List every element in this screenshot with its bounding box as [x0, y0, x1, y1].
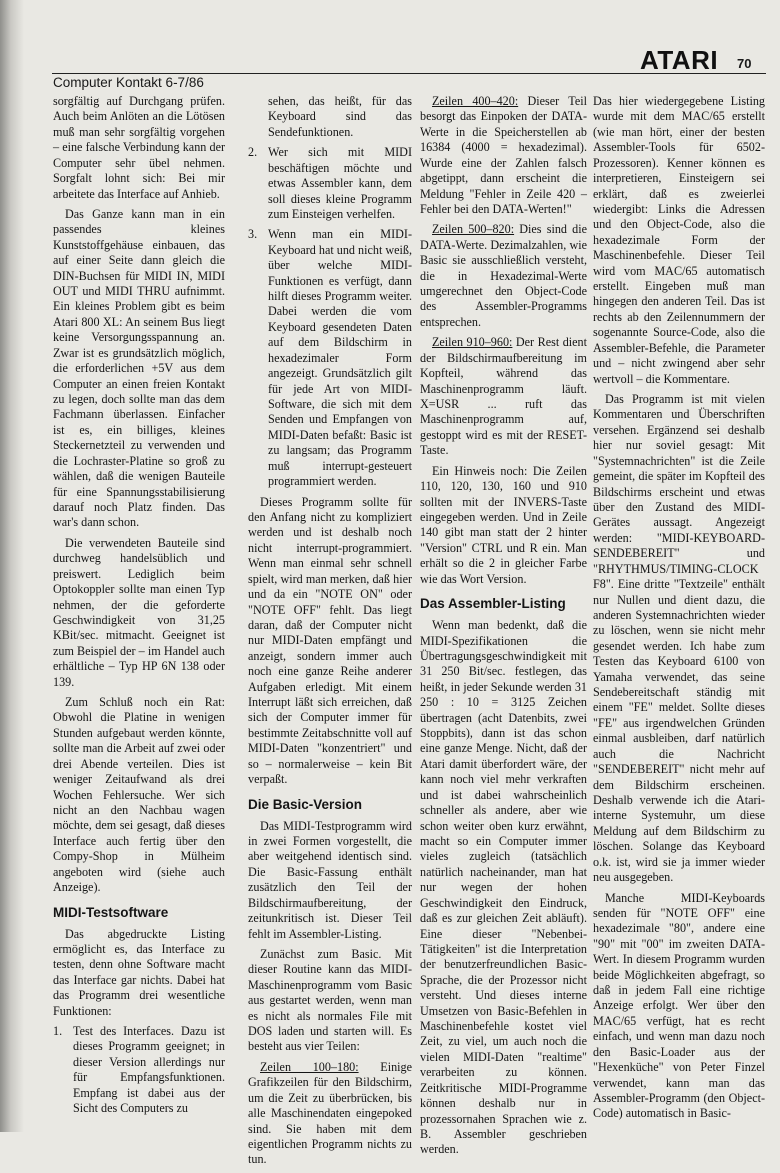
list-text: Wer sich mit MIDI beschäftigen möchte und etwas Assembler kann, dem soll dieses kleine Programm zum Einsteigen verhelfen.: [268, 145, 412, 221]
list-item: [248, 145, 412, 222]
paragraph-text: Dieser Teil besorgt das Einpoken der DATA-Werte in die Speicherstellen ab 16384 (4000 = hexadezimal). Wurde eine der Zahlen falsch abgetippt, dann erscheint die Meldung "Fehler in Zeile 420 – Fehler bei den DATA-Werten!": [420, 94, 587, 216]
magazine-title: Computer Kontakt 6-7/86: [53, 75, 204, 90]
paragraph: Manche MIDI-Keyboards senden für "NOTE OFF" eine hexadezimale "80", andere eine "90" mit "00" im zweiten DATA-Wert. In diesem Programm wurden beide Möglichkeiten abgefragt, so daß in jedem Fall eine richtige Anzeige erfolgt. Wer über den MAC/65 verfügt, hat es recht einfach, und wenn man dazu noch den Basic-Loader aus der "Hexenküche" von Peter Finzel verwendet, kann man das Assembler-Programm (den Object-Code) automatisch in Basic-: [593, 890, 765, 1121]
column-1: [53, 94, 225, 1122]
line-range-label: Zeilen 910–960:: [432, 335, 513, 350]
function-list: [248, 94, 412, 490]
paragraph-text: Der Rest dient der Bildschirmaufbereitung im Kopfteil, während das Maschinenprogramm läuft. X=USR ... ruft das Maschinenprogramm auf, gestoppt wird es mit der RESET-Taste.: [420, 335, 587, 458]
paragraph: Die verwendeten Bauteile sind durchweg handelsüblich und preiswert. Lediglich beim Optokoppler sollte man einen Typ nehmen, der die geforderte Geschwindigkeit von 31,25 KBit/sec. mitmacht. Geeignet ist zum Beispiel der – im Handel auch erhältliche – Typ HP 6N 138 oder 139.: [53, 535, 225, 689]
list-text: Test des Interfaces. Dazu ist dieses Programm geeignet; in dieser Version allerdings nur für Empfangsfunktionen. Empfang ist dabei aus der Sicht des Computers zu: [73, 1024, 225, 1116]
line-range-label: Zeilen 100–180:: [260, 1059, 359, 1074]
paragraph: Das MIDI-Testprogramm wird in zwei Formen vorgestellt, die aber weitgehend identisch sind. Die Basic-Fassung enthält zusätzlich den Teil der Bildschirmaufbereitung, der zeitunkritisch ist. Dieser Teil fehlt im Assembler-Listing.: [248, 818, 412, 941]
section-heading: Die Basic-Version: [248, 796, 363, 812]
paragraph: [420, 94, 587, 217]
paragraph: [420, 222, 587, 330]
page-binding-shadow: [0, 0, 24, 1132]
line-range-label: Zeilen 400–420:: [432, 94, 519, 108]
list-item: [248, 227, 412, 489]
paragraph: Das hier wiedergegebene Listing wurde mit dem MAC/65 erstellt (wie man hört, einer der besten Assembler-Tools für 6502-Prozessoren). Kenner können es interpretieren, Einsteigern sei erklärt, daß es zweierlei wiedergibt: Links die Adressen und den Object-Code, also die hexadezimale Form der Maschinenbefehle. Dieser Teil wird vom MAC/65 automatisch erstellt. Eingeben muß man hingegen den anderen Teil. Das ist rechts ab den Zeilennummern der sogenannte Source-Code, also die Assembler-Befehle, die Parameter und – nicht zwingend aber sehr wertvoll – die Kommentare.: [593, 94, 765, 386]
section-heading: MIDI-Testsoftware: [53, 904, 169, 920]
list-number: 1.: [53, 1024, 63, 1039]
list-number: 3.: [248, 227, 258, 242]
paragraph: [248, 1060, 412, 1168]
list-text: sehen, das heißt, für das Keyboard sind das Sendefunktionen.: [268, 94, 412, 139]
list-number: 2.: [248, 145, 258, 160]
paragraph: Zum Schluß noch ein Rat: Obwohl die Platine in wenigen Stunden aufgebaut werden könnte, sollte man die Arbeit auf zwei oder drei Abende verteilen. Dies ist weniger Zeitaufwand als drei Wochen Fehlersuche. Wer sich nicht an den Nachbau wagen möchte, dem sei gesagt, daß dieses Interface auch fertig über den Compy-Shop in Mülheim angeboten wird (siehe auch Anzeige).: [53, 695, 225, 895]
paragraph: Das Programm ist mit vielen Kommentaren und Überschriften versehen. Ergänzend sei deshalb hier nur soviel gesagt: Mit "Systemnachrichten" ist die Zeile gemeint, die später im Kopfteil des Bildschirms erscheint und etwas über den Zustand des MIDI-Gerätes aussagt. Angezeigt werden: "MIDI-KEYBOARD-SENDEBEREIT" und "RHYTHMUS/TIMING-CLOCK F8". Eine dritte "Textzeile" enthält nur Nullen und dient dazu, die anderen Systemnachrichten wieder zu löschen, wenn sie nicht mehr gesendet werden. Ich habe zum Testen das Keyboard 6100 von Yamaha verwendet, das seine Sendebereitschaft ständig mit einem "FE" meldet. Sollte dieses "FE" aus irgendwelchen Gründen einmal ausbleiben, darf natürlich auch die Nachricht "SENDEBEREIT" nicht mehr auf dem Bildschirm erscheinen. Deshalb verwende ich die Atari-interne Systemuhr, um diese Meldung auf dem Bildschirm zu löschen. Solange das Keyboard o.k. ist, wird sie ja immer wieder neu ausgegeben.: [593, 392, 765, 885]
page-number: 70: [737, 56, 752, 71]
column-4: [593, 94, 765, 1127]
line-range-label: Zeilen 500–820:: [432, 222, 515, 237]
list-number-spacer: [248, 94, 268, 140]
column-3: [420, 94, 587, 1163]
column-2: [248, 94, 412, 1173]
list-item: [248, 94, 412, 140]
paragraph: Ein Hinweis noch: Die Zeilen 110, 120, 130, 160 und 910 sollten mit der INVERS-Taste eingegeben werden. Und in Zeile 140 gibt man statt der 2 hinter "Version" CTRL und R ein. Man erhält so die 2 in gleicher Farbe wie das Wort Version.: [420, 463, 587, 586]
paragraph: Das Ganze kann man in ein passendes kleines Kunststoffgehäuse einbauen, das auf einer Seite dann gleich die DIN-Buchsen für MIDI IN, MIDI OUT und MIDI THRU aufnimmt. Ein kleines Problem gibt es beim Atari 800 XL: An seinem Bus liegt keine Versorgungsspannung an. Zwar ist es grundsätzlich möglich, die erforderlichen +5V aus dem Computer an einen freien Kontakt zu legen, doch sollte man das dem Fachmann überlassen. Einfacher ist es, ein billiges, kleines Steckernetzteil zu verwenden und die Lochraster-Platine so groß zu wählen, daß die wenigen Bauteile für eine Spannungsstabilisierung darauf noch Platz finden. Das war's dann schon.: [53, 206, 225, 530]
paragraph: Das abgedruckte Listing ermöglicht es, das Interface zu testen, denn ohne Software macht das Interface gar nichts. Dabei hat das Programm drei wesentliche Funktionen:: [53, 926, 225, 1018]
function-list: [53, 1024, 225, 1117]
paragraph-text: Einige Grafikzeilen für den Bildschirm, um die Zeit zu überbrücken, bis alle Maschinendaten eingepoked sind. Sie haben mit dem eigentlichen Programm nichts zu tun.: [248, 1059, 412, 1167]
header-rule: [52, 73, 766, 74]
list-item: [53, 1024, 225, 1117]
paragraph: Wenn man bedenkt, daß die MIDI-Spezifikationen die Übertragungsgeschwindigkeit mit 31 250 Bit/sec. festlegen, das heißt, in jeder Sekunde werden 31 250 : 10 = 3125 Zeichen übertragen (acht Datenbits, zwei Stoppbits), dann ist das schon eine ganze Menge. Nicht, daß der Atari damit überfordert wäre, der kann noch viel mehr verkraften und ist dabei wahrscheinlich schneller als andere, aber wie schon weiter oben kurz erwähnt, macht so ein Computer immer vieles zugleich (tatsächlich natürlich nacheinander, man hat nur wegen der hohen Geschwindigkeit den Eindruck, daß es zur gleichen Zeit abläuft). Eine dieser "Nebenbei-Tätigkeiten" ist die Interpretation der benutzerfreundlichen Basic-Sprache, die der Prozessor nicht versteht. Und dieses interne Umsetzen von Basic-Befehlen in Maschinenbefehle kostet viel Zeit, zu viel, um auch noch die vielen MIDI-Daten "realtime" verarbeiten zu können. Zeitkritische MIDI-Programme können deshalb nur in prozessornahen Sprachen wie z. B. Assembler geschrieben werden.: [420, 618, 587, 1157]
list-text: Wenn man ein MIDI-Keyboard hat und nicht weiß, über welche MIDI-Funktionen es verfügt, dann hilft dieses Programm weiter. Dabei werden die vom Keyboard gesendeten Daten auf dem Bildschirm in hexadezimaler Form angezeigt. Grundsätzlich gilt für jede Art von MIDI-Software, die sich mit dem Senden und Empfangen von MIDI-Daten befaßt: Basic ist zu langsam; das Programm muß interrupt-gesteuert programmiert werden.: [268, 227, 412, 489]
paragraph: Zunächst zum Basic. Mit dieser Routine kann das MIDI-Maschinenprogramm vom Basic aus gestartet werden, wenn man es nicht als normales File mit DOS laden und starten will. Es besteht aus vier Teilen:: [248, 946, 412, 1054]
paragraph: sorgfältig auf Durchgang prüfen. Auch beim Anlöten an die Lötösen muß man sehr sorgfältig vorgehen – eine falsche Verbindung kann der Computer sehr übel nehmen. Sorgfalt lohnt sich: Bei mir arbeitete das Interface auf Anhieb.: [53, 94, 225, 201]
paragraph: Dieses Programm sollte für den Anfang nicht zu kompliziert werden und ist deshalb noch nicht interrupt-programmiert. Wenn man einmal sehr schnell spielt, wird man merken, daß hier und da ein "NOTE ON" oder "NOTE OFF" fehlt. Das liegt daran, daß der Computer nicht nur MIDI-Daten empfängt und anzeigt, sondern immer auch noch eine ganze Reihe anderer Aufgaben erledigt. Mit einem Interrupt läßt sich erreichen, daß sich der Computer immer für bestimmte Zeitabschnitte voll auf MIDI-Daten "konzentriert" und so – normalerweise – kein Bit verpaßt.: [248, 494, 412, 787]
section-heading: Das Assembler-Listing: [420, 596, 566, 612]
paragraph: [420, 335, 587, 458]
paragraph-text: Dies sind die DATA-Werte. Dezimalzahlen, wie Basic sie ausschließlich versteht, die in Hexadezimal-Werte umgerechnet den Object-Code des Assembler-Programms entsprechen.: [420, 222, 587, 329]
brand-logo: ATARI: [640, 45, 719, 75]
